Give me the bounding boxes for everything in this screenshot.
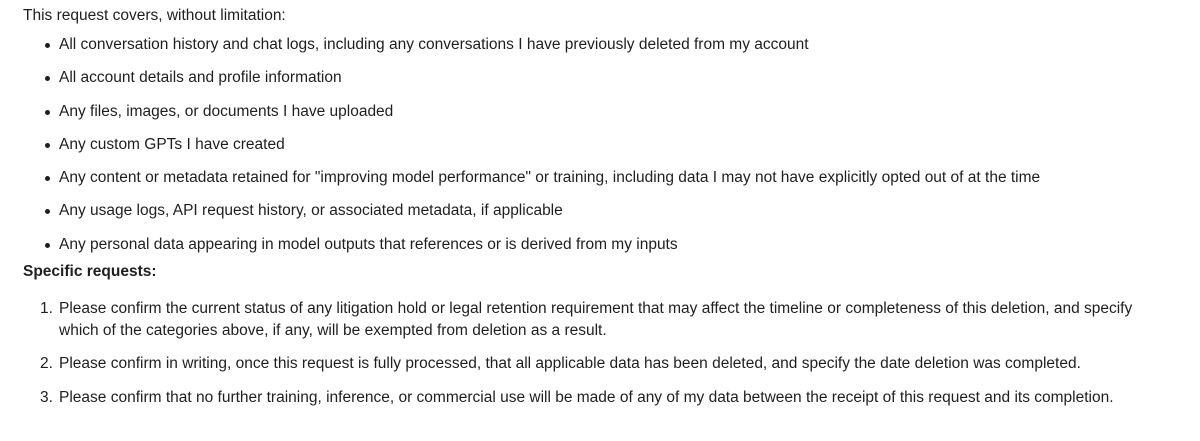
- list-item-text: All account details and profile information: [59, 69, 342, 87]
- numbered-item-text: Please confirm the current status of any litigation hold or legal retention requirement that may affect the timeline or completeness of this deletion, and specify which of the categories above, if any, will be exempted from deletion as a result.: [59, 300, 1133, 340]
- numbered-item-text: Please confirm in writing, once this request is fully processed, that all applicable data has been deleted, and specify the date deletion was completed.: [59, 355, 1081, 373]
- list-item: [23, 200, 1200, 222]
- numbered-item: [23, 353, 1174, 375]
- bullet-icon: [45, 76, 50, 81]
- section-heading: Specific requests:: [23, 263, 157, 281]
- list-item: [23, 167, 1200, 189]
- list-item-text: Any usage logs, API request history, or associated metadata, if applicable: [59, 202, 563, 220]
- bullet-icon: [45, 243, 50, 248]
- numbered-item: [23, 387, 1174, 409]
- intro-paragraph: This request covers, without limitation:: [23, 7, 286, 24]
- numbered-item-text: Please confirm that no further training, inference, or commercial use will be made of any of my data between the receipt of this request and its completion.: [59, 388, 1114, 406]
- bullet-icon: [45, 176, 50, 181]
- list-item: [23, 34, 1200, 56]
- list-item-text: Any custom GPTs I have created: [59, 135, 285, 153]
- bullet-icon: [45, 43, 50, 48]
- list-item-text: Any content or metadata retained for "improving model performance" or training, including data I may not have explicitly opted out of at the time: [59, 169, 1041, 187]
- bullet-icon: [45, 110, 50, 115]
- bullet-icon: [45, 143, 50, 148]
- list-item-text: Any files, images, or documents I have uploaded: [59, 102, 394, 120]
- item-number: 2.: [40, 355, 53, 373]
- numbered-item: [23, 298, 1174, 342]
- coverage-list: [23, 34, 1200, 256]
- list-item: [23, 67, 1200, 89]
- item-number: 3.: [40, 388, 53, 406]
- list-item: [23, 134, 1200, 156]
- specific-requests-list: [23, 298, 1200, 409]
- list-item: [23, 234, 1200, 256]
- list-item-text: All conversation history and chat logs, including any conversations I have previously deleted from my account: [59, 36, 809, 53]
- list-item: [23, 101, 1200, 123]
- item-number: 1.: [40, 300, 53, 318]
- list-item-text: Any personal data appearing in model outputs that references or is derived from my inputs: [59, 235, 678, 253]
- bullet-icon: [45, 209, 50, 214]
